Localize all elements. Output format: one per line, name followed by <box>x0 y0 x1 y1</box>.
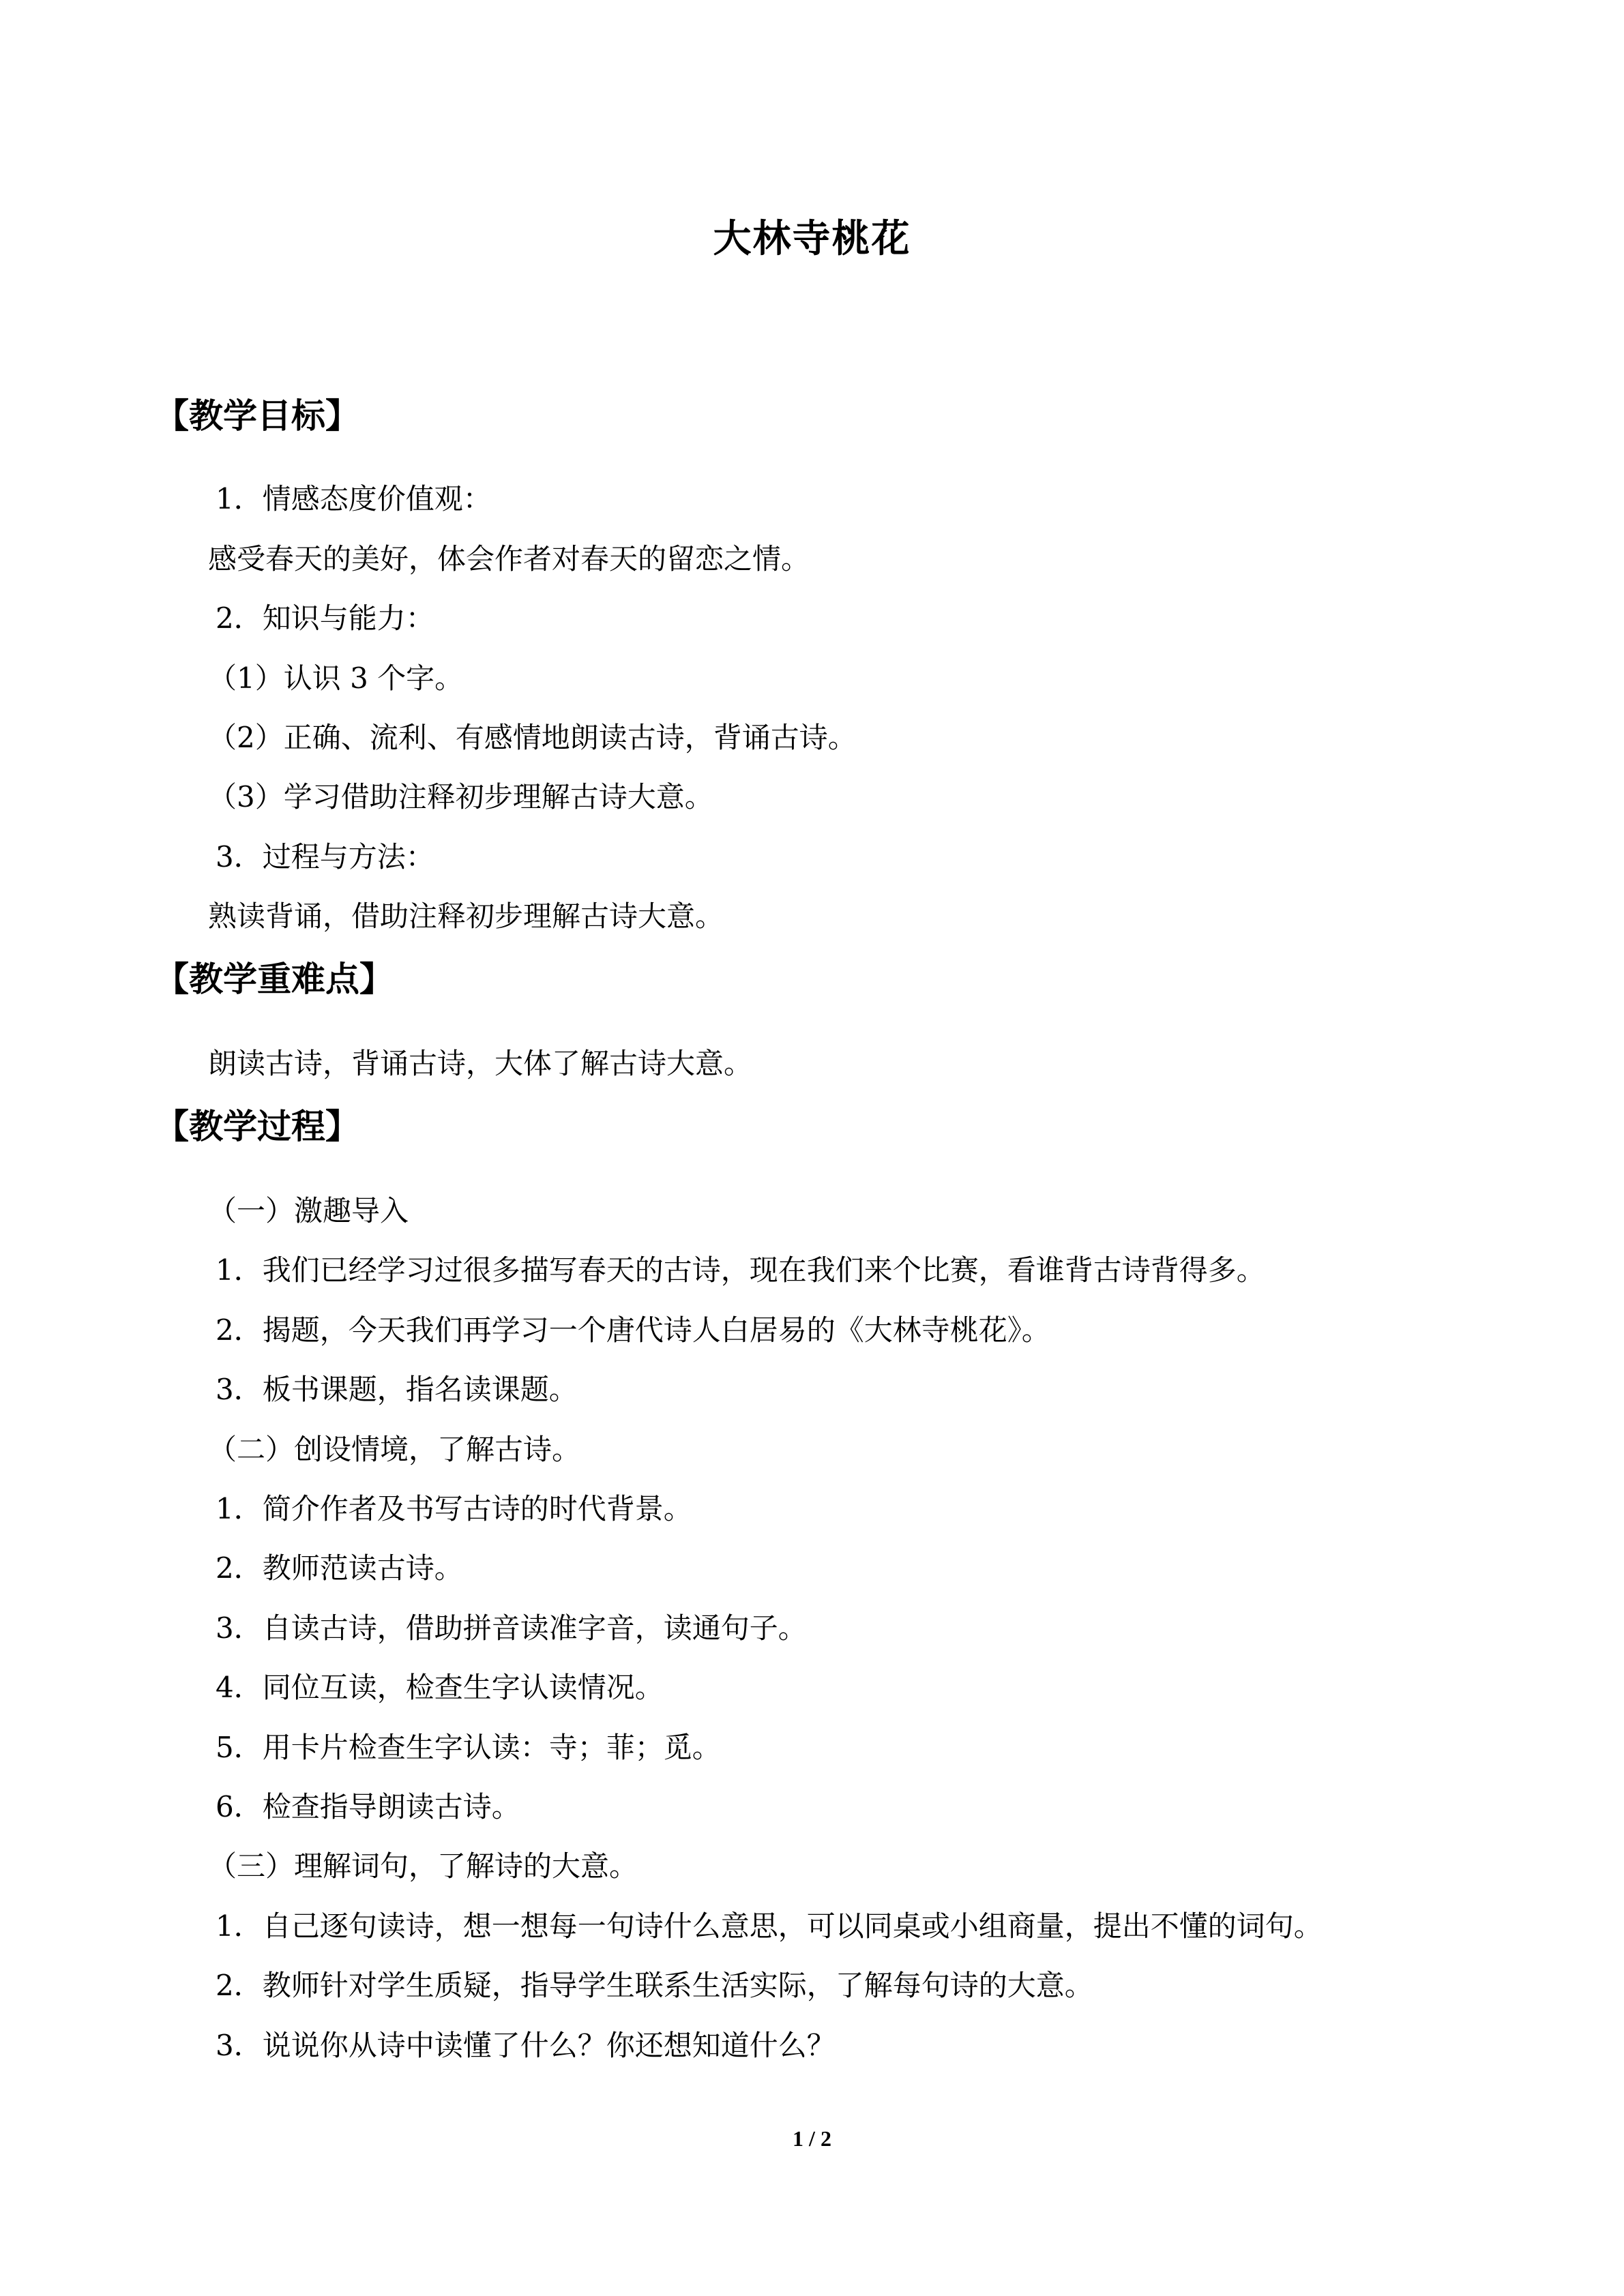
section-heading-key-points: 【教学重难点】 <box>155 959 394 999</box>
process-line: 3．说说你从诗中读懂了什么？你还想知道什么？ <box>216 2029 836 2062</box>
process-line: 5．用卡片检查生字认读：寺；菲；觅。 <box>216 1731 721 1764</box>
objective-line: 3．过程与方法： <box>216 840 434 874</box>
process-line: 4．同位互读，检查生字认读情况。 <box>216 1671 664 1704</box>
objective-line: （1）认识 3 个字。 <box>208 661 464 695</box>
objective-line: 熟读背诵，借助注释初步理解古诗大意。 <box>208 899 724 933</box>
process-line: 3．自读古诗，借助拼音读准字音，读通句子。 <box>216 1611 807 1645</box>
process-line: 1．我们已经学习过很多描写春天的古诗，现在我们来个比赛，看谁背古诗背得多。 <box>216 1253 1265 1287</box>
page-number: 1 / 2 <box>793 2126 831 2151</box>
objective-line: （3）学习借助注释初步理解古诗大意。 <box>208 780 713 814</box>
process-line: （一）激趣导入 <box>208 1194 409 1227</box>
process-line: （二）创设情境，了解古诗。 <box>208 1433 581 1466</box>
key-point-line: 朗读古诗，背诵古诗，大体了解古诗大意。 <box>208 1047 753 1080</box>
section-heading-process: 【教学过程】 <box>155 1107 359 1146</box>
process-line: 2．教师范读古诗。 <box>216 1551 463 1585</box>
process-line: 2．揭题，今天我们再学习一个唐代诗人白居易的《大林寺桃花》。 <box>216 1313 1050 1347</box>
process-line: 2．教师针对学生质疑，指导学生联系生活实际，了解每句诗的大意。 <box>216 1969 1093 2002</box>
process-line: 6．检查指导朗读古诗。 <box>216 1790 520 1823</box>
process-line: （三）理解词句，了解诗的大意。 <box>208 1849 638 1883</box>
objective-line: 1．情感态度价值观： <box>216 482 492 516</box>
process-line: 3．板书课题，指名读课题。 <box>216 1373 578 1406</box>
objective-line: 2．知识与能力： <box>216 601 434 635</box>
process-line: 1．自己逐句读诗，想一想每一句诗什么意思，可以同桌或小组商量，提出不懂的词句。 <box>216 1909 1323 1943</box>
objective-line: 感受春天的美好，体会作者对春天的留恋之情。 <box>208 542 810 576</box>
section-heading-objectives: 【教学目标】 <box>155 396 359 436</box>
page-title: 大林寺桃花 <box>713 217 911 261</box>
objective-line: （2）正确、流利、有感情地朗读古诗，背诵古诗。 <box>208 721 857 754</box>
process-line: 1．简介作者及书写古诗的时代背景。 <box>216 1492 692 1525</box>
